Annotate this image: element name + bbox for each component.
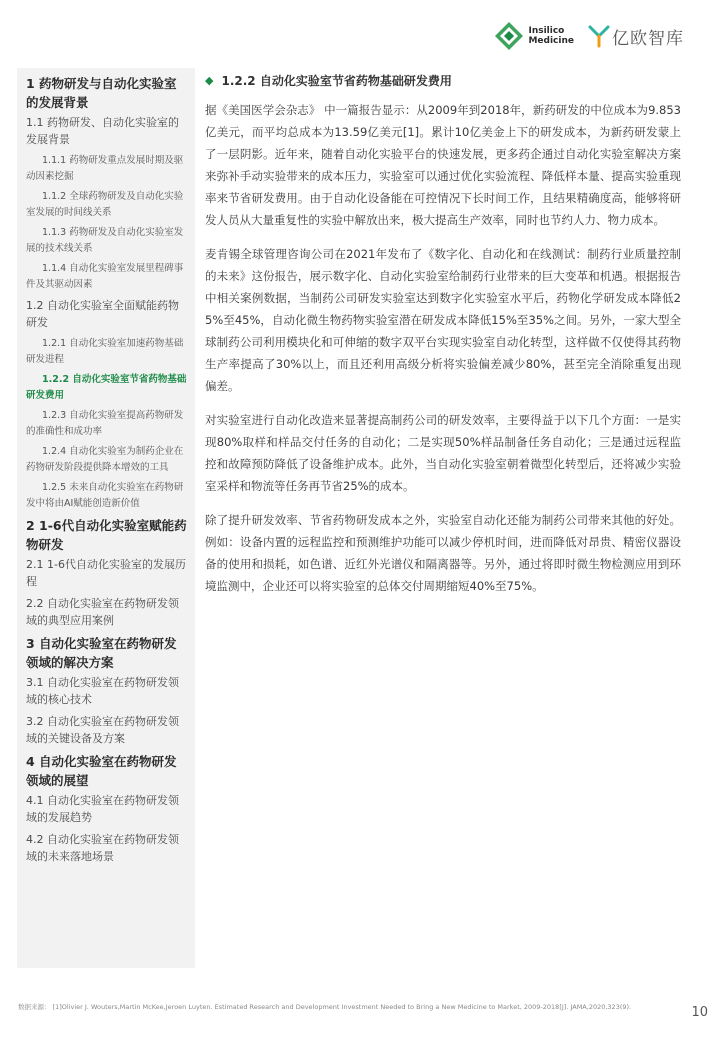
toc-item[interactable]: 1.2.3 自动化实验室提高药物研发的准确性和成功率 bbox=[26, 410, 184, 437]
paragraph-4: 除了提升研发效率、节省药物研发成本之外，实验室自动化还能为制药公司带来其他的好处。例如：设备内置的远程监控和预测维护功能可以减少停机时间，进而降低对昂贵、精密仪器设备的使用和损耗，如色谱、近红外光谱仪和隔离器等。另外，通过将即时微生物检测应用到环境监测中，企业还可以将实验室的总体交付周期缩短40%至75%。 bbox=[205, 513, 681, 593]
toc-item[interactable]: 1.1.4 自动化实验室发展里程碑事件及其驱动因素 bbox=[26, 263, 184, 290]
diamond-bullet-icon: ◆ bbox=[205, 74, 214, 87]
insilico-logo bbox=[494, 21, 574, 51]
toc-item-active[interactable]: 1.2.2 自动化实验室节省药物基础研发费用 bbox=[26, 374, 187, 401]
toc-item[interactable]: 4.2 自动化实验室在药物研发领域的未来落地场景 bbox=[26, 833, 179, 863]
section-heading bbox=[205, 70, 681, 92]
toc-item[interactable]: 1.1.1 药物研发重点发展时期及驱动因素挖掘 bbox=[26, 155, 184, 182]
toc-item[interactable]: 3 自动化实验室在药物研发领域的解决方案 bbox=[26, 636, 177, 670]
yiou-wordmark: 亿欧智库 bbox=[612, 28, 684, 49]
toc-item[interactable]: 1.2.5 未来自动化实验室在药物研发中将由AI赋能创造新价值 bbox=[26, 482, 184, 509]
yiou-logo bbox=[588, 24, 684, 49]
toc-item[interactable]: 4 自动化实验室在药物研发领域的展望 bbox=[26, 754, 177, 788]
paragraph-2: 麦肯锡全球管理咨询公司在2021年发布了《数字化、自动化和在线测试：制药行业质量控制的未来》这份报告，展示数字化、自动化实验室给制药行业带来的巨大变革和机遇。根据报告中相关案例数据，当制药公司研发实验室达到数字化实验室水平后，药物化学研发成本降低25%至45%，自动化微生物药物实验室潜在研发成本降低15%至35%之间。另外，一家大型全球制药公司利用模块化和可伸缩的数字双平台实现实验室自动化转型，这样做不仅使得其药物生产率提高了30%以上，而且还利用高级分析将实验偏差减少80%，甚至完全消除重复出现偏差。 bbox=[205, 247, 681, 393]
toc-item[interactable]: 1.1 药物研发、自动化实验室的发展背景 bbox=[26, 116, 179, 146]
toc-item[interactable]: 1.2.4 自动化实验室为制药企业在药物研发阶段提供降本增效的工具 bbox=[26, 446, 184, 473]
toc-item[interactable]: 4.1 自动化实验室在药物研发领域的发展趋势 bbox=[26, 794, 179, 824]
toc-item[interactable]: 2 1-6代自动化实验室赋能药物研发 bbox=[26, 518, 187, 552]
yiou-y-icon bbox=[588, 24, 610, 48]
toc-item[interactable]: 1.1.2 全球药物研发及自动化实验室发展的时间线关系 bbox=[26, 191, 184, 218]
insilico-diamond-icon bbox=[494, 21, 524, 51]
section-title-text: 1.2.2 自动化实验室节省药物基础研发费用 bbox=[221, 74, 452, 88]
toc-item[interactable]: 1.2 自动化实验室全面赋能药物研发 bbox=[26, 299, 179, 329]
toc-item[interactable]: 3.1 自动化实验室在药物研发领域的核心技术 bbox=[26, 676, 179, 706]
footnote-source: 数据来源： [1]Olivier J. Wouters,Martin McKee,Jeroen Luyten. Estimated Research and Development Investment Needed to Bring a New Medicine to Market, 2009-2018[J]. JAMA,2020,323(9). bbox=[18, 1003, 632, 1011]
toc-item[interactable]: 3.2 自动化实验室在药物研发领域的关键设备及方案 bbox=[26, 715, 179, 745]
insilico-line1: Insilico bbox=[528, 26, 565, 36]
header-logos bbox=[494, 18, 684, 54]
paragraph-3: 对实验室进行自动化改造来显著提高制药公司的研发效率，主要得益于以下几个方面：一是实现80%取样和样品交付任务的自动化；二是实现50%样品制备任务自动化；三是通过远程监控和故障预防降低了设备维护成本。此外，当自动化实验室朝着微型化转型后，还将减少实验室采样和物流等任务再节省25%的成本。 bbox=[205, 413, 681, 493]
insilico-line2: Medicine bbox=[528, 36, 574, 46]
page-number: 10 bbox=[691, 1005, 708, 1020]
toc-item[interactable]: 1.1.3 药物研发及自动化实验室发展的技术线关系 bbox=[26, 227, 184, 254]
toc-item[interactable]: 2.1 1-6代自动化实验室的发展历程 bbox=[26, 558, 186, 588]
main-content bbox=[205, 70, 681, 609]
toc-item[interactable]: 1 药物研发与自动化实验室的发展背景 bbox=[26, 76, 177, 110]
paragraph-1: 据《美国医学会杂志》 中一篇报告显示：从2009年到2018年，新药研发的中位成本为9.853亿美元，而平均总成本为13.59亿美元[1]。累计10亿美金上下的研发成本，为新药研发蒙上了一层阴影。近年来，随着自动化实验平台的快速发展，更多药企通过自动化实验室解决方案来弥补手动实验带来的成本压力，实验室可以通过优化实验流程、降低样本量、提高实验重现率来节省研发费用。由于自动化设备能在可控情况下长时间工作，且结果精确度高，能够将研发人员从大量重复性的实验中解放出来，极大提高生产效率，同时也节约人力、物力成本。 bbox=[205, 103, 681, 227]
toc-item[interactable]: 2.2 自动化实验室在药物研发领域的典型应用案例 bbox=[26, 597, 179, 627]
insilico-wordmark bbox=[528, 26, 574, 46]
table-of-contents bbox=[17, 68, 195, 968]
toc-item[interactable]: 1.2.1 自动化实验室加速药物基础研发进程 bbox=[26, 338, 184, 365]
